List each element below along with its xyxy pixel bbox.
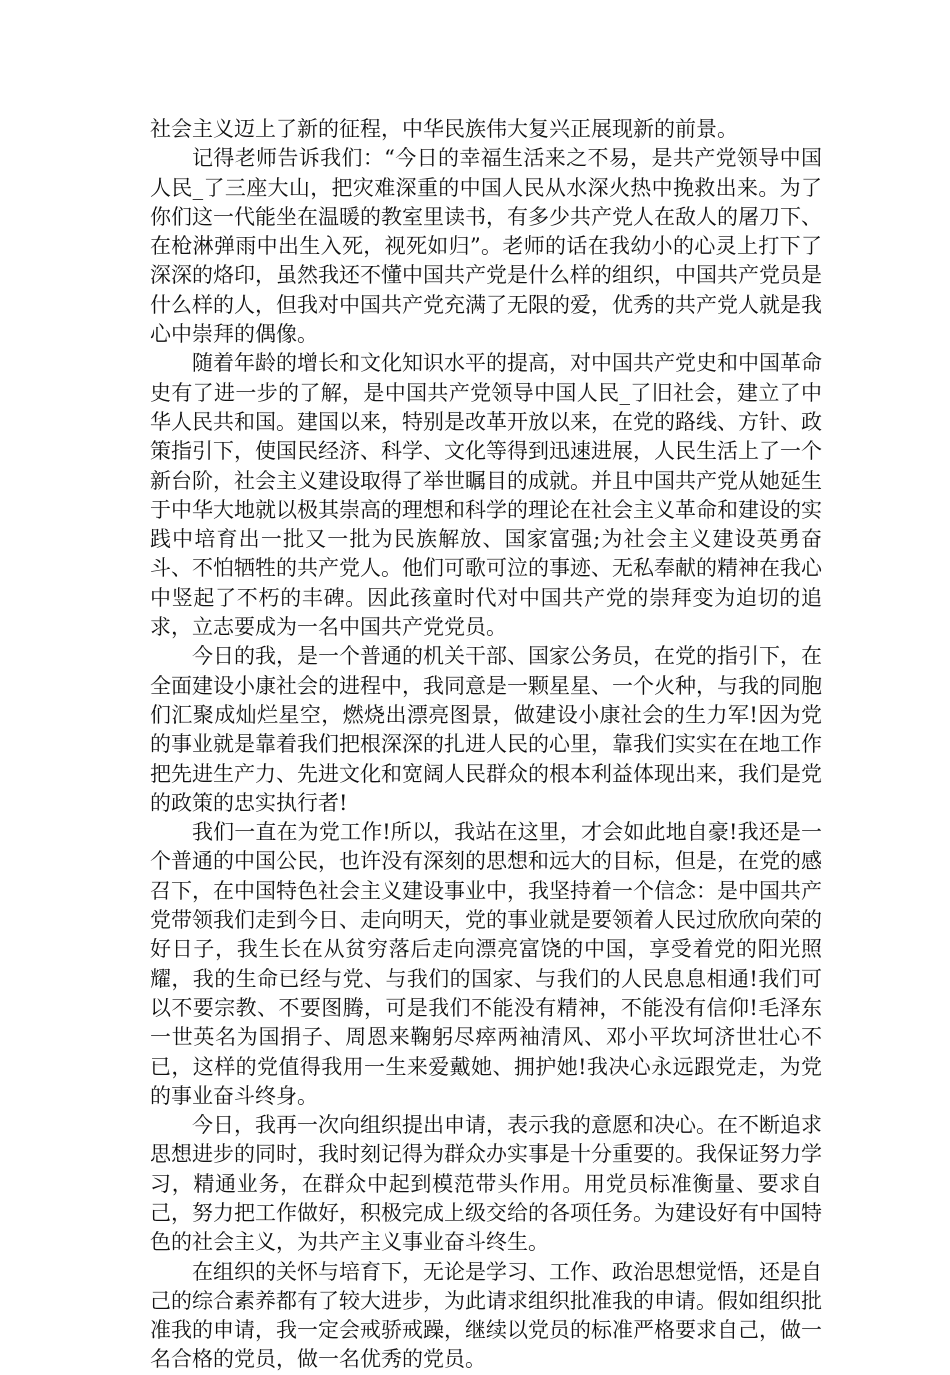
paragraph-application: 今日，我再一次向组织提出申请，表示我的意愿和决心。在不断追求思想进步的同时，我时刻记得为群众办实事是十分重要的。我保证努力学习，精通业务，在群众中起到模范带头作用。用党员标准衡量、要求自己，努力把工作做好，积极完成上级交给的各项任务。为建设好有中国特色的社会主义，为共产主义事业奋斗终生。 (150, 1113, 822, 1255)
paragraph-party-history: 随着年龄的增长和文化知识水平的提高，对中国共产党史和中国革命史有了进一步的了解，是中国共产党领导中国人民_了旧社会，建立了中华人民共和国。建国以来，特别是改革开放以来，在党的路线、方针、政策指引下，使国民经济、科学、文化等得到迅速进展，人民生活上了一个新台阶，社会主义建设取得了举世瞩目的成就。并且中国共产党从她延生于中华大地就以极其崇高的理想和科学的理论在社会主义革命和建设的实践中培育出一批又一批为民族解放、国家富强;为社会主义建设英勇奋斗、不怕牺牲的共产党人。他们可歌可泣的事迹、无私奉献的精神在我心中竖起了不朽的丰碑。因此孩童时代对中国共产党的崇拜变为迫切的追求，立志要成为一名中国共产党党员。 (150, 351, 822, 640)
paragraph-continuation: 社会主义迈上了新的征程，中华民族伟大复兴正展现新的前景。 (150, 117, 738, 141)
paragraph-request-approval: 在组织的关怀与培育下，无论是学习、工作、政治思想觉悟，还是自己的综合素养都有了较大进步，为此请求组织批准我的申请。假如组织批准我的申请，我一定会戒骄戒躁，继续以党员的标准严格要求自己，做一名合格的党员，做一名优秀的党员。 (150, 1259, 822, 1372)
document-page (150, 115, 822, 1375)
paragraph-current-self: 今日的我，是一个普通的机关干部、国家公务员，在党的指引下，在全面建设小康社会的进程中，我同意是一颗星星、一个火种，与我的同胞们汇聚成灿烂星空，燃烧出漂亮图景，做建设小康社会的生力军!因为党的事业就是靠着我们把根深深的扎进人民的心里，靠我们实实在在地工作把先进生产力、先进文化和宽阔人民群众的根本利益体现出来，我们是党的政策的忠实执行者! (150, 644, 822, 815)
paragraph-teacher-words: 记得老师告诉我们：“今日的幸福生活来之不易，是共产党领导中国人民_了三座大山，把灾难深重的中国人民从水深火热中挽救出来。为了你们这一代能坐在温暖的教室里读书，有多少共产党人在敌人的屠刀下、在枪淋弹雨中出生入死，视死如归”。老师的话在我幼小的心灵上打下了深深的烙印，虽然我还不懂中国共产党是什么样的组织，中国共产党员是什么样的人，但我对中国共产党充满了无限的爱，优秀的共产党人就是我心中崇拜的偶像。 (150, 146, 822, 347)
paragraph-working-for-party: 我们一直在为党工作!所以，我站在这里，才会如此地自豪!我还是一个普通的中国公民，也许没有深刻的思想和远大的目标，但是，在党的感召下，在中国特色社会主义建设事业中，我坚持着一个信念：是中国共产党带领我们走到今日、走向明天，党的事业就是要领着人民过欣欣向荣的好日子，我生长在从贫穷落后走向漂亮富饶的中国，享受着党的阳光照耀，我的生命已经与党、与我们的国家、与我们的人民息息相通!我们可以不要宗教、不要图腾，可是我们不能没有精神，不能没有信仰!毛泽东一世英名为国捐子、周恩来鞠躬尽瘁两袖清风、邓小平坎坷济世壮心不已，这样的党值得我用一生来爱戴她、拥护她!我决心永远跟党走，为党的事业奋斗终身。 (150, 820, 822, 1108)
